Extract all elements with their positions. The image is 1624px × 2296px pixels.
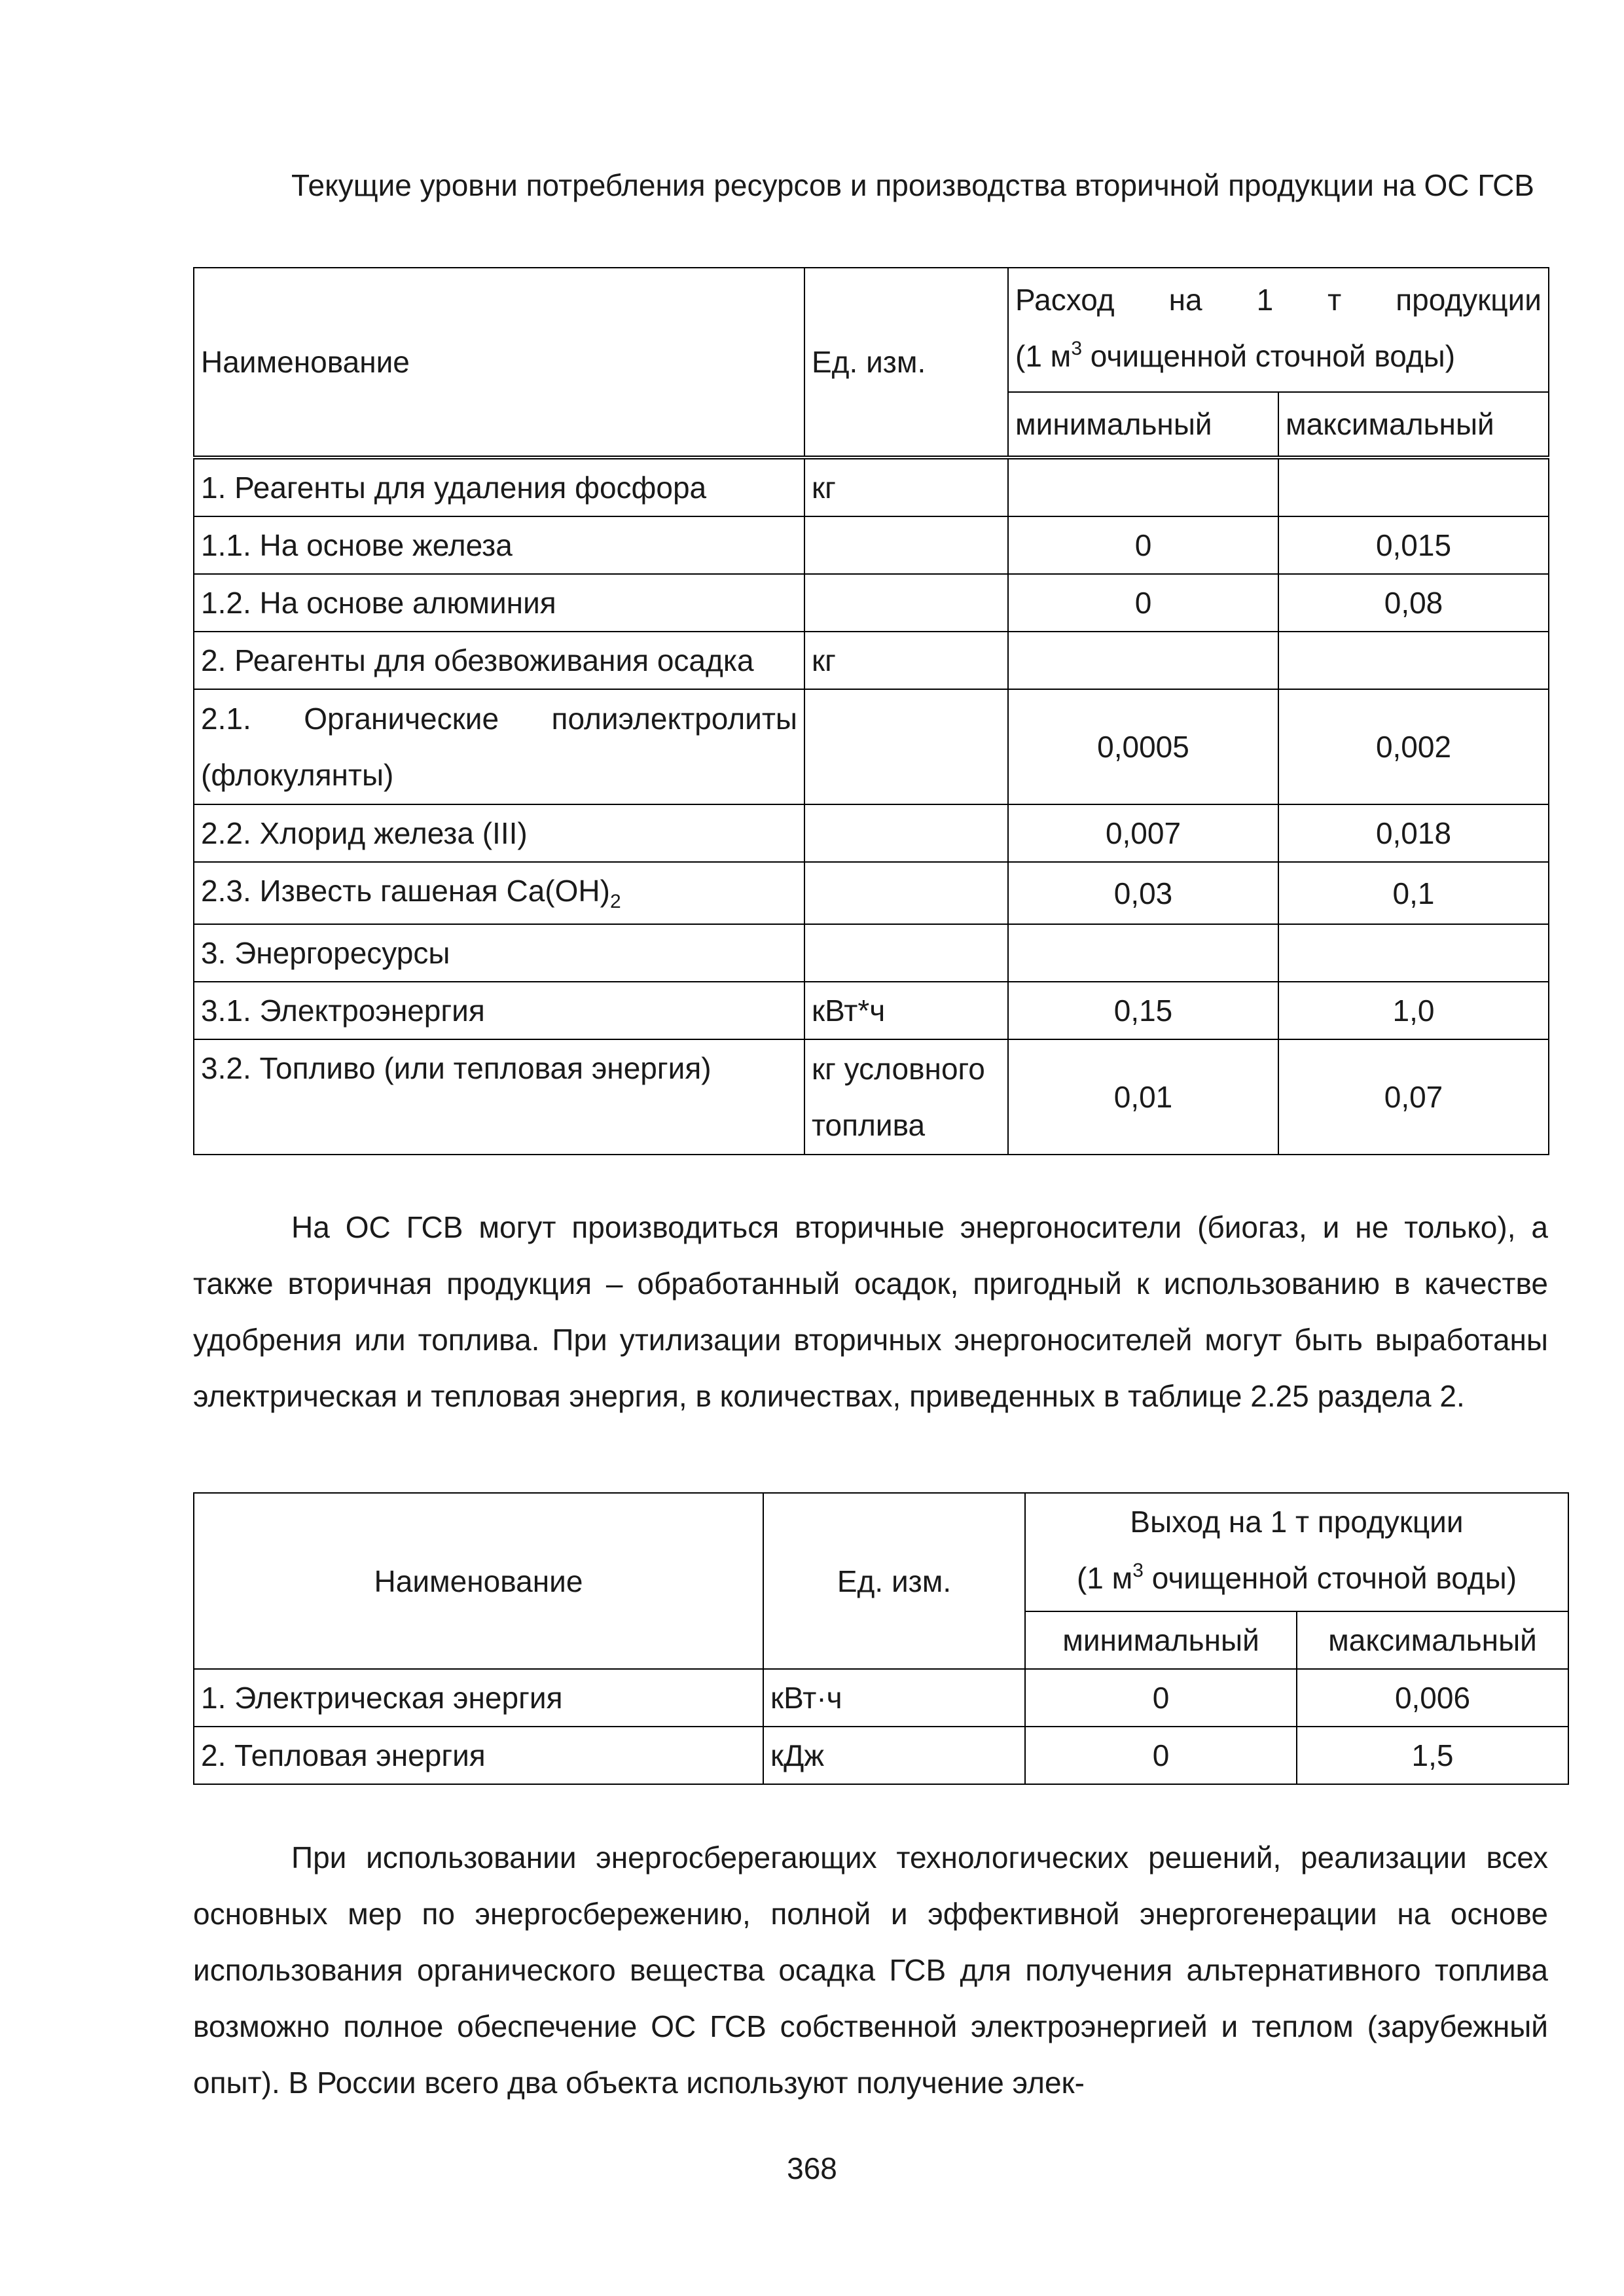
- table-header-row: [194, 1493, 1568, 1611]
- header-unit: Ед. изм.: [804, 268, 1008, 457]
- table-row: 2. Реагенты для обезвоживания осадка кг: [194, 632, 1549, 689]
- header-name: Наименование: [194, 1493, 763, 1669]
- header-min: минимальный: [1025, 1611, 1297, 1669]
- consumption-table: [193, 267, 1549, 1155]
- table1-caption: Текущие уровни потребления ресурсов и производства вторичной продукции на ОС ГСВ: [291, 168, 1534, 202]
- header-unit: Ед. изм.: [763, 1493, 1025, 1669]
- table-row: 2.1. Органические полиэлектролиты (флокулянты) 0,0005 0,002: [194, 689, 1549, 804]
- header-min: минимальный: [1008, 392, 1278, 457]
- header-consumption: Расход на 1 т продукции (1 $м^3$ очищенной сточной воды): [1008, 268, 1549, 392]
- table-row: 2.3. Известь гашеная $Ca(OH)_2$ 0,03 0,1: [194, 862, 1549, 924]
- output-table: [193, 1492, 1569, 1785]
- table-row: 2.2. Хлорид железа (III) 0,007 0,018: [194, 804, 1549, 862]
- table-row: 3.1. Электроэнергия кВт*ч 0,15 1,0: [194, 982, 1549, 1039]
- paragraph-energy-saving: При использовании энергосберегающих технологических решений, реализации всех основных мер по энергосбережению, полной и эффективной энергогенерации на основе использования органического вещества осадка ГСВ для получения альтернативного топлива возможно полное обеспечение ОС ГСВ собственной электроэнергией и теплом (зарубежный опыт). В России всего два объекта используют получение элек-: [193, 1840, 1548, 2100]
- header-output: Выход на 1 т продукции (1 $м^3$ очищенной сточной воды): [1025, 1493, 1568, 1611]
- table-row: 3.2. Топливо (или тепловая энергия) кг условного топлива 0,01 0,07: [194, 1039, 1549, 1155]
- table-header-row: [194, 268, 1549, 392]
- table-row: 1. Реагенты для удаления фосфора кг: [194, 457, 1549, 516]
- paragraph-secondary-products: На ОС ГСВ могут производиться вторичные энергоносители (биогаз, и не только), а также вторичная продукция – обработанный осадок, пригодный к использованию в качестве удобрения или топлива. При утилизации вторичных энергоносителей могут быть выработаны электрическая и тепловая энергия, в количествах, приведенных в таблице 2.25 раздела 2.: [193, 1210, 1548, 1413]
- header-max: максимальный: [1278, 392, 1549, 457]
- header-max: максимальный: [1297, 1611, 1568, 1669]
- header-name: Наименование: [194, 268, 804, 457]
- table-row: 1. Электрическая энергия кВт·ч 0 0,006: [194, 1669, 1568, 1727]
- table-row: 1.1. На основе железа 0 0,015: [194, 516, 1549, 574]
- page-number: 368: [787, 2151, 837, 2185]
- table-row: 1.2. На основе алюминия 0 0,08: [194, 574, 1549, 632]
- table-row: 3. Энергоресурсы: [194, 924, 1549, 982]
- table-row: 2. Тепловая энергия кДж 0 1,5: [194, 1727, 1568, 1784]
